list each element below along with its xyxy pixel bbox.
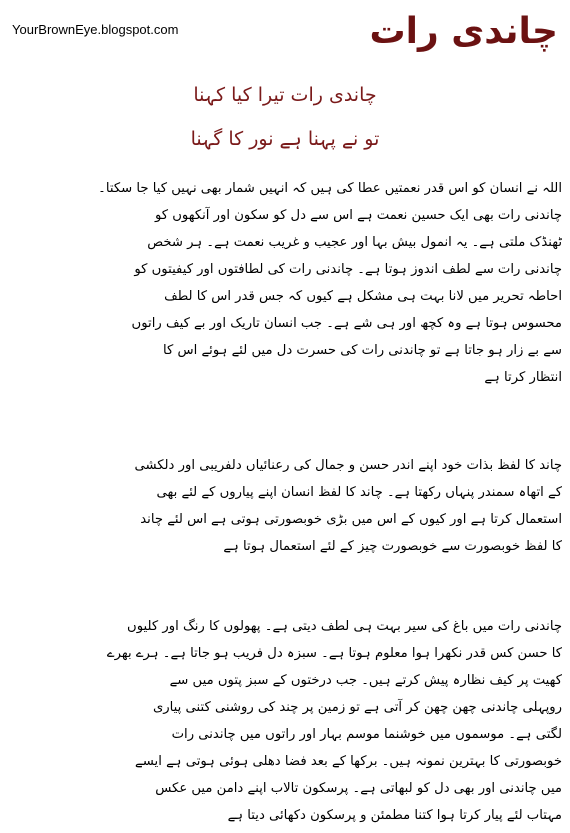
site-watermark: YourBrownEye.blogspot.com bbox=[12, 22, 179, 37]
poem-line-1: چاندی رات تیرا کیا کہنا bbox=[193, 84, 377, 106]
text-line: مہتاب لئے پیار کرتا ہوا کتنا مطمئن و پرسکون دکھائی دیتا ہے bbox=[227, 808, 562, 823]
text-line: خوبصورتی کا بہترین نمونہ ہیں۔ برکھا کے بعد فضا دھلی ہوئی ہوتی ہے ایسے bbox=[135, 754, 562, 769]
text-line: اللہ نے انسان کو اس قدر نعمتیں عطا کی ہیں کہ انہیں شمار بھی نہیں کیا جا سکتا۔ bbox=[98, 181, 562, 196]
text-line: محسوس ہوتا ہے وہ کچھ اور ہی شے ہے۔ جب انسان تاریک اور بے کیف راتوں bbox=[131, 316, 562, 331]
text-line: کا لفظ خوبصورت سے خوبصورت چیز کے لئے استعمال ہوتا ہے bbox=[223, 539, 562, 554]
poem-line-2: تو نے پہنا ہے نور کا گہنا bbox=[190, 128, 380, 150]
text-line: چاندنی رات سے لطف اندوز ہوتا ہے۔ چاندنی رات کی لطافتوں اور کیفیتوں کو bbox=[134, 262, 562, 277]
text-line: کے اتھاہ سمندر پنہاں رکھتا ہے۔ چاند کا لفظ انسان اپنے پیاروں کے لئے بھی bbox=[156, 485, 562, 500]
paragraph-2 bbox=[8, 452, 562, 560]
text-line: سے بے زار ہو جاتا ہے تو چاندنی رات کی حسرت دل میں لئے ہوئے اس کا bbox=[163, 343, 562, 358]
text-line: احاطہ تحریر میں لانا بہت ہی مشکل ہے کیوں کہ جس قدر اس کا لطف bbox=[164, 289, 562, 304]
text-line: چاندنی رات میں باغ کی سیر بہت ہی لطف دیتی ہے۔ پھولوں کا رنگ اور کلیوں bbox=[127, 619, 562, 634]
text-line: میں چاندنی اور بھی دل کو لبھاتی ہے۔ پرسکون تالاب اپنے دامن میں عکس bbox=[155, 781, 562, 796]
paragraph-3 bbox=[8, 613, 562, 829]
text-line: روپہلی چاندنی چھن چھن کر آتی ہے تو زمین پر چند کی روشنی کتنی پیاری bbox=[152, 700, 562, 715]
text-line: کا حسن کس قدر نکھرا ہوا معلوم ہوتا ہے۔ سبزہ دل فریب ہو جاتا ہے۔ ہرے بھرے bbox=[106, 646, 562, 661]
page-title: چاندی رات bbox=[369, 11, 558, 52]
text-line: استعمال کرتا ہے اور کیوں کے اس میں بڑی خوبصورتی ہوتی ہے اس لئے چاند bbox=[140, 512, 562, 527]
text-line: چاند کا لفظ بذات خود اپنے اندر حسن و جمال کی رعنائیاں دلفریبی اور دلکشی bbox=[134, 458, 562, 473]
text-line: انتظار کرتا ہے bbox=[484, 370, 562, 385]
paragraph-1 bbox=[8, 175, 562, 391]
text-line: ٹھنڈک ملتی ہے۔ یہ انمول بیش بہا اور عجیب و غریب نعمت ہے۔ ہر شخص bbox=[147, 235, 562, 250]
text-line: کھیت پر کیف نظارہ پیش کرتے ہیں۔ جب درختوں کے سبز پتوں میں سے bbox=[169, 673, 562, 688]
text-line: چاندنی رات بھی ایک حسین نعمت ہے اس سے دل کو سکون اور آنکھوں کو bbox=[154, 208, 562, 223]
text-line: لگتی ہے۔ موسموں میں خوشنما موسم بہار اور راتوں میں چاندنی رات bbox=[171, 727, 562, 742]
